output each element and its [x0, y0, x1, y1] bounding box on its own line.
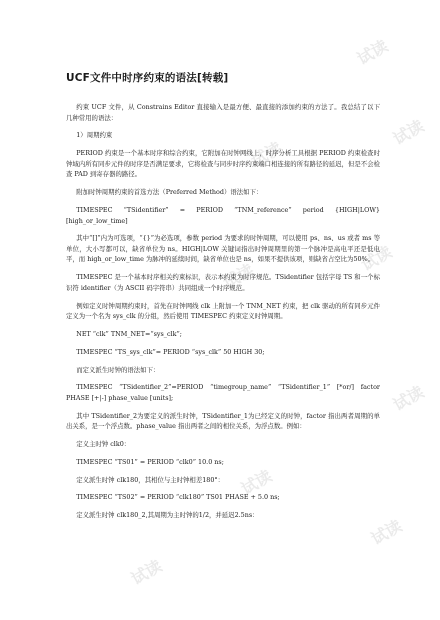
watermark: 试读	[389, 116, 428, 149]
document-title: UCF文件中时序约束的语法[转载]	[66, 72, 229, 84]
paragraph: 定义派生时钟 clk180_2,其周期为主时钟的1/2，并延迟2.5ns：	[76, 511, 259, 520]
paragraph: 定义主时钟 clk0：	[76, 440, 131, 449]
watermark: 试读	[353, 36, 392, 69]
paragraph: 例如定义时钟周期约束时，首先在时钟网线 clk 上附加一个 TNM_NET 约束，把 clk 驱动的所有同步元件定义为一个名为 sys_clk 的分组，然后使用 TIMESPEC 约束定义时钟周期。	[66, 301, 380, 321]
watermark: 试读	[237, 466, 276, 499]
paragraph: TIMESPEC 是一个基本时序相关约束标识，表示本约束为时序规范。TSidentifier 包括字母 TS 和一个标识符 identifier（为 ASCII 码字符串）共同组成一个时序规范。	[66, 273, 380, 292]
code-line: TIMESPEC “TS02” = PERIOD “clk180” TS01 PHASE + 5.0 ns;	[76, 493, 280, 502]
code-line: NET “clk” TNM_NET=“sys_clk”;	[76, 330, 182, 338]
watermark: 试读	[357, 242, 396, 275]
paragraph: 而定义派生时钟的语法如下：	[76, 365, 160, 374]
section-heading: 1）周期约束	[76, 131, 113, 140]
watermark: 试读	[247, 138, 286, 171]
watermark: 试读	[127, 556, 166, 589]
paragraph: 定义派生时钟 clk180，其相位与主时钟相差180°：	[76, 475, 224, 484]
code-line: TIMESPEC “TSidentifier” = PERIOD “TNM_reference” period {HIGH|LOW} [high_or_low_time]	[66, 205, 380, 225]
code-line: TIMESPEC “TSidentifier_2”=PERIOD “timegroup_name” “TSidentifier_1” [*or/] factor PHASE [+|-] phase_value [units];	[66, 383, 380, 402]
paragraph: 附加时钟周期约束的首选方法（Preferred Method）语法如下：	[76, 188, 263, 197]
watermark: 试读	[219, 260, 258, 293]
paragraph: PERIOD 约束是一个基本时序和综合约束，它附加在时钟网线上，时序分析工具根据 PERIOD 约束检查时钟域内所有同步元件的时序是否满足要求，它将检查与同步时序约束端口相连接的所有路径的延迟，但是不会检查 PAD 到寄存器的路径。	[66, 149, 380, 179]
code-line: TIMESPEC “TS_sys_clk”= PERIOD “sys_clk” 50 HIGH 30;	[76, 347, 265, 356]
code-line: TIMESPEC “TS01” = PERIOD “clk0” 10.0 ns;	[76, 457, 224, 466]
paragraph: 其中 TSidentifier_2为要定义的派生时钟，TSidentifier_1为已经定义的时钟，factor 指出两者周期的单出关系，是一个浮点数。phase_value 指出两者之间的相位关系，为浮点数。例如：	[66, 411, 380, 431]
document-body	[66, 102, 380, 528]
paragraph: 约束 UCF 文件，从 Constrains Editor 直接输入是最方便、最直接的添加约束的方法了。我总结了以下几种常用的语法：	[66, 103, 380, 122]
watermark: 试读	[389, 382, 428, 415]
watermark: 试读	[367, 516, 406, 549]
paragraph: 其中“[]”内为可选项，“{}”为必选项，参数 period 为要求的时钟周期，可以使用 ps、ns、us 或者 ms 等单位，大小写都可以，缺省单位为 ns。HIGH|LOW 关键词指出时钟周期里的第一个脉冲是高电平还是低电平，而 high_or_low_time 为脉冲的延续时间，缺省单位也是 ns，如果不提供该项，则缺省占空比为50%。	[66, 234, 380, 264]
